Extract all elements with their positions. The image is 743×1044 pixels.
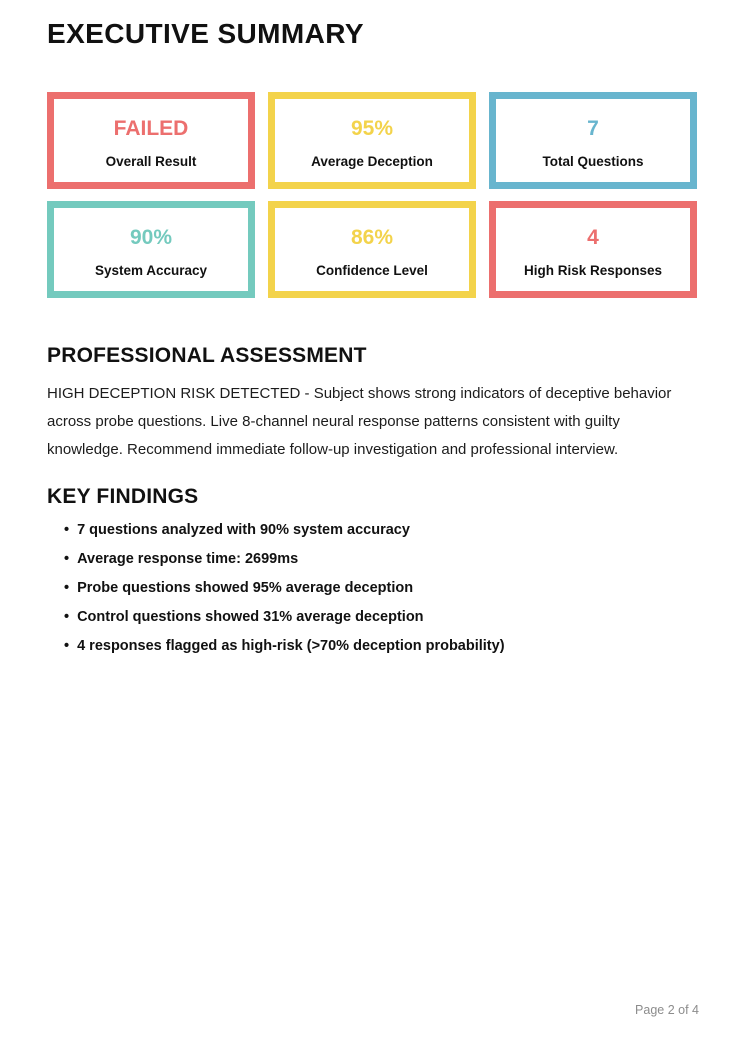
findings-heading: KEY FINDINGS <box>47 485 199 508</box>
stat-card-label: Average Deception <box>311 154 433 170</box>
page-title: EXECUTIVE SUMMARY <box>47 18 364 49</box>
finding-text: Probe questions showed 95% average deception <box>77 580 414 596</box>
stat-card-value: 7 <box>587 117 599 141</box>
assessment-body: HIGH DECEPTION RISK DETECTED - Subject shows strong indicators of deceptive behavior across probe questions. Live 8-channel neural response patterns consistent with guilty knowledge. Recommend immediate follow-up investigation and professional interview. <box>47 385 672 458</box>
finding-item <box>64 610 697 625</box>
page-number: Page 2 of 4 <box>635 1003 699 1017</box>
finding-item <box>64 523 697 538</box>
finding-item <box>64 581 697 596</box>
stat-card-value: 90% <box>129 226 173 250</box>
stat-card-overall-result <box>47 92 255 189</box>
stat-card-label: System Accuracy <box>94 263 208 279</box>
summary-cards <box>47 92 697 298</box>
stat-card-value: 4 <box>587 226 599 250</box>
finding-text: Average response time: 2699ms <box>77 551 299 567</box>
bullet-icon: • <box>64 551 70 567</box>
assessment-heading: PROFESSIONAL ASSESSMENT <box>47 344 367 367</box>
stat-card-label: Overall Result <box>105 154 197 170</box>
bullet-icon: • <box>64 638 70 654</box>
stat-card-value: 95% <box>350 117 394 141</box>
stat-card-total-questions <box>489 92 697 189</box>
finding-text: 7 questions analyzed with 90% system accuracy <box>77 522 410 538</box>
bullet-icon: • <box>64 522 70 538</box>
stat-card-label: Confidence Level <box>316 263 428 279</box>
stat-card-high-risk-responses <box>489 201 697 298</box>
bullet-icon: • <box>64 580 70 596</box>
findings-list <box>47 523 697 654</box>
stat-card-average-deception <box>268 92 476 189</box>
finding-item <box>64 552 697 567</box>
finding-item <box>64 639 697 654</box>
stat-card-system-accuracy <box>47 201 255 298</box>
stat-card-confidence-level <box>268 201 476 298</box>
stat-card-label: High Risk Responses <box>523 263 663 279</box>
finding-text: Control questions showed 31% average deception <box>77 609 424 625</box>
stat-card-value: 86% <box>350 226 394 250</box>
stat-card-value: FAILED <box>113 117 189 141</box>
bullet-icon: • <box>64 609 70 625</box>
finding-text: 4 responses flagged as high-risk (>70% deception probability) <box>77 638 505 654</box>
stat-card-label: Total Questions <box>542 154 644 170</box>
